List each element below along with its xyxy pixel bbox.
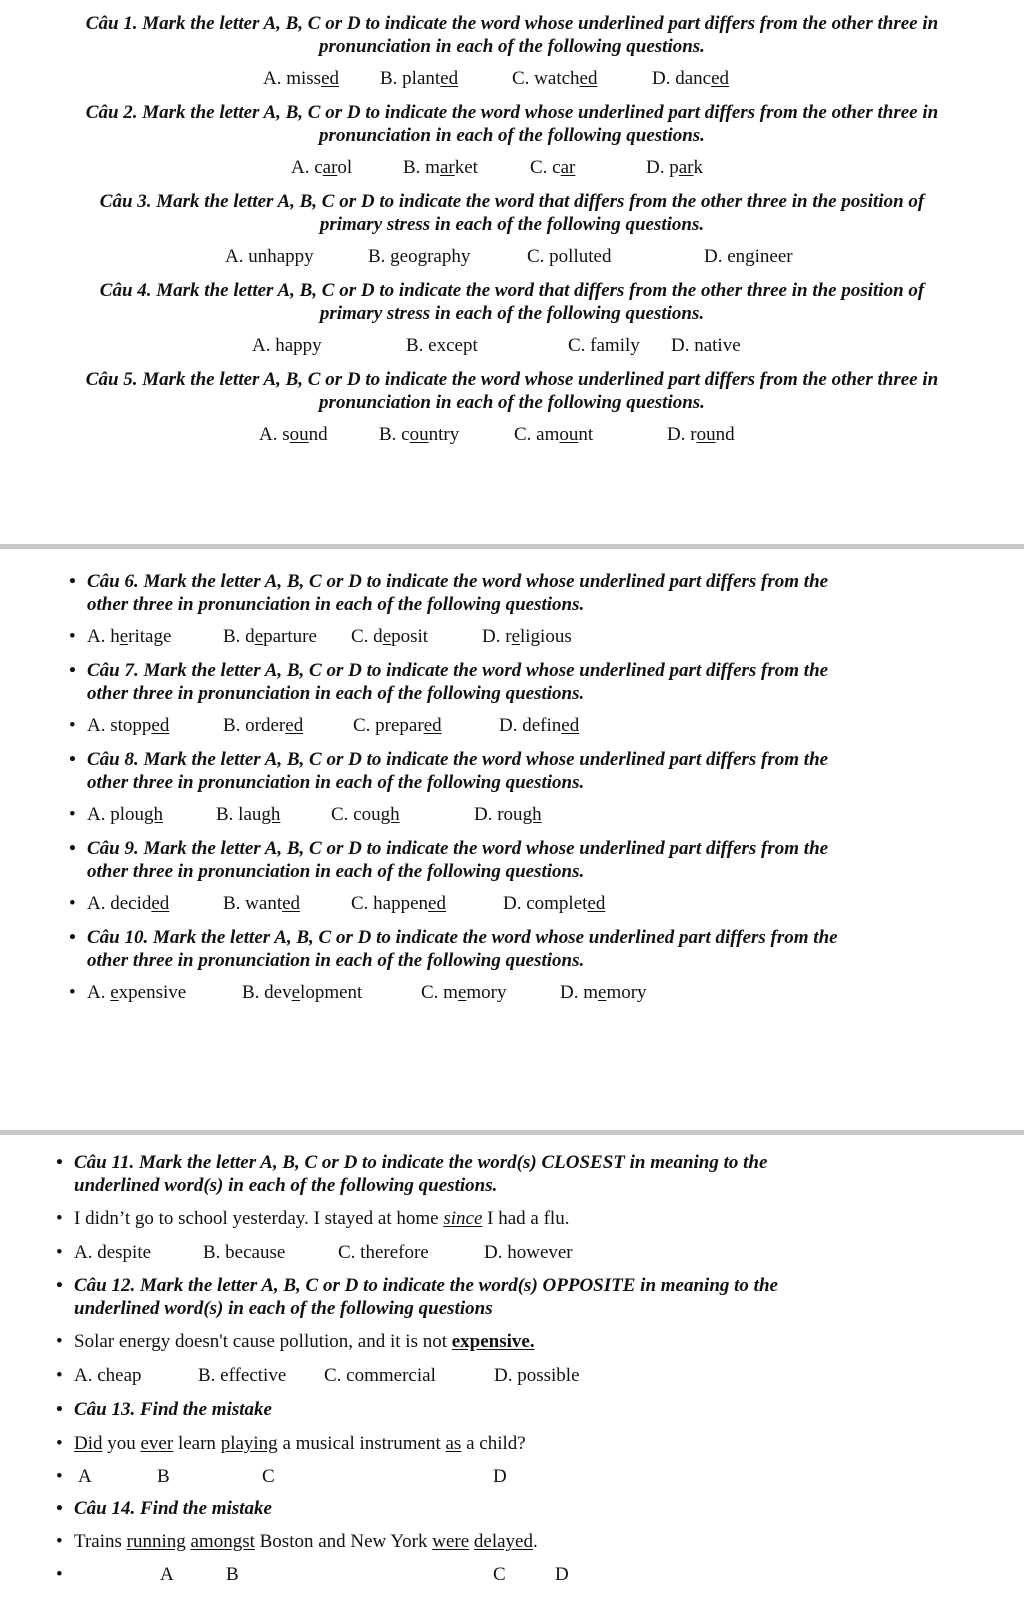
option-b[interactable]: B. except [406,335,478,356]
option-a: A. cheap [74,1365,142,1386]
option-d[interactable]: D. park [646,157,703,178]
option-c[interactable]: C. prepared [353,715,442,736]
question-6-title: • Câu 6. Mark the letter A, B, C or D to indicate the word whose underlined part differs from the other three in pronunciation in each of the following questions. [69,571,829,615]
option-c[interactable]: C. amount [514,424,594,445]
question-title: Câu 1. Mark the letter A, B, C or D to indicate the word whose underlined part differs from the other three in pronunciation in each of the following questions. [85,13,939,57]
option-d[interactable]: D. engineer [704,246,793,267]
question-9-title: • Câu 9. Mark the letter A, B, C or D to indicate the word whose underlined part differs from the other three in pronunciation in each of the following questions. [69,838,829,882]
question-title: Câu 4. Mark the letter A, B, C or D to indicate the word that differs from the other three in the position of primary stress in each of the following questions. [99,280,925,324]
question-2 [0,101,1024,187]
question-1 [0,12,1024,98]
option-c[interactable]: C. memory [421,982,507,1003]
option-a[interactable]: A. carol [291,157,353,178]
option-d[interactable]: D. defined [499,715,580,736]
option-d[interactable]: D. rough [474,804,542,825]
option-b[interactable]: B. laugh [216,804,281,825]
option-d[interactable]: D. memory [560,982,647,1003]
question-title: Câu 2. Mark the letter A, B, C or D to indicate the word whose underlined part differs from the other three in pronunciation in each of the following questions. [85,102,939,146]
option-b[interactable]: B. departure [223,626,317,647]
section-divider [0,544,1024,549]
option-c[interactable]: C. polluted [527,246,612,267]
option-a: A. despite [74,1242,152,1263]
option-a[interactable]: A. plough [87,804,163,825]
q13-sentence: • Did you ever learn playing a musical instrument as a child? [56,1433,526,1454]
option-b[interactable]: B. country [379,424,460,445]
option-d[interactable]: D. round [667,424,735,445]
option-a[interactable]: A. happy [252,335,322,356]
option-a[interactable]: A. stopped [87,715,170,736]
option-d[interactable]: D. religious [482,626,572,647]
option-c: C. commercial [324,1365,436,1386]
option-b[interactable]: B. development [242,982,363,1003]
question-title: Câu 3. Mark the letter A, B, C or D to indicate the word that differs from the other three in the position of primary stress in each of the following questions. [99,191,925,235]
q13-title: • Câu 13. Find the mistake [56,1399,272,1420]
option-d[interactable]: D. native [671,335,741,356]
option-c[interactable]: C. family [568,335,640,356]
option-a[interactable]: A. sound [259,424,328,445]
option-a[interactable]: A. decided [87,893,170,914]
q14-sentence: • Trains running amongst Boston and New York were delayed. [56,1531,538,1552]
option-c[interactable]: C. deposit [351,626,429,647]
option-c: C. therefore [338,1242,429,1263]
option-c[interactable]: C. cough [331,804,400,825]
option-b: B. because [203,1242,286,1263]
q12-sentence: • Solar energy doesn't cause pollution, and it is not expensive. [56,1331,535,1352]
question-5 [0,368,1024,454]
option-c[interactable]: C. happened [351,893,446,914]
question-title: Câu 5. Mark the letter A, B, C or D to indicate the word whose underlined part differs from the other three in pronunciation in each of the following questions. [85,369,939,413]
section-divider [0,1130,1024,1135]
q12-title: • Câu 12. Mark the letter A, B, C or D to indicate the word(s) OPPOSITE in meaning to the underlined word(s) in each of the following questions [56,1275,778,1319]
question-10-title: • Câu 10. Mark the letter A, B, C or D to indicate the word whose underlined part differs from the other three in pronunciation in each of the following questions. [69,927,838,971]
option-d: D. however [484,1242,573,1263]
option-b[interactable]: B. market [403,157,478,178]
option-d[interactable]: D. completed [503,893,606,914]
q14-title: • Câu 14. Find the mistake [56,1498,272,1519]
q11-title: • Câu 11. Mark the letter A, B, C or D to indicate the word(s) CLOSEST in meaning to the underlined word(s) in each of the following questions. [56,1152,768,1196]
option-d: D. possible [494,1365,580,1386]
option-a[interactable]: A. missed [263,68,340,89]
question-7-title: • Câu 7. Mark the letter A, B, C or D to indicate the word whose underlined part differs from the other three in pronunciation in each of the following questions. [69,660,829,704]
option-b: B. effective [198,1365,287,1386]
option-a[interactable]: A. expensive [87,982,187,1003]
option-d[interactable]: D. danced [652,68,730,89]
option-a[interactable]: A. heritage [87,626,172,647]
option-c[interactable]: C. watched [512,68,598,89]
option-b[interactable]: B. ordered [223,715,304,736]
option-b[interactable]: B. planted [380,68,459,89]
option-a[interactable]: A. unhappy [225,246,314,267]
question-3 [0,190,1024,276]
option-b[interactable]: B. geography [368,246,471,267]
question-8-title: • Câu 8. Mark the letter A, B, C or D to indicate the word whose underlined part differs from the other three in pronunciation in each of the following questions. [69,749,829,793]
option-c[interactable]: C. car [530,157,576,178]
option-b[interactable]: B. wanted [223,893,301,914]
q11-sentence: • I didn’t go to school yesterday. I stayed at home since I had a flu. [56,1208,570,1229]
question-4 [0,279,1024,365]
